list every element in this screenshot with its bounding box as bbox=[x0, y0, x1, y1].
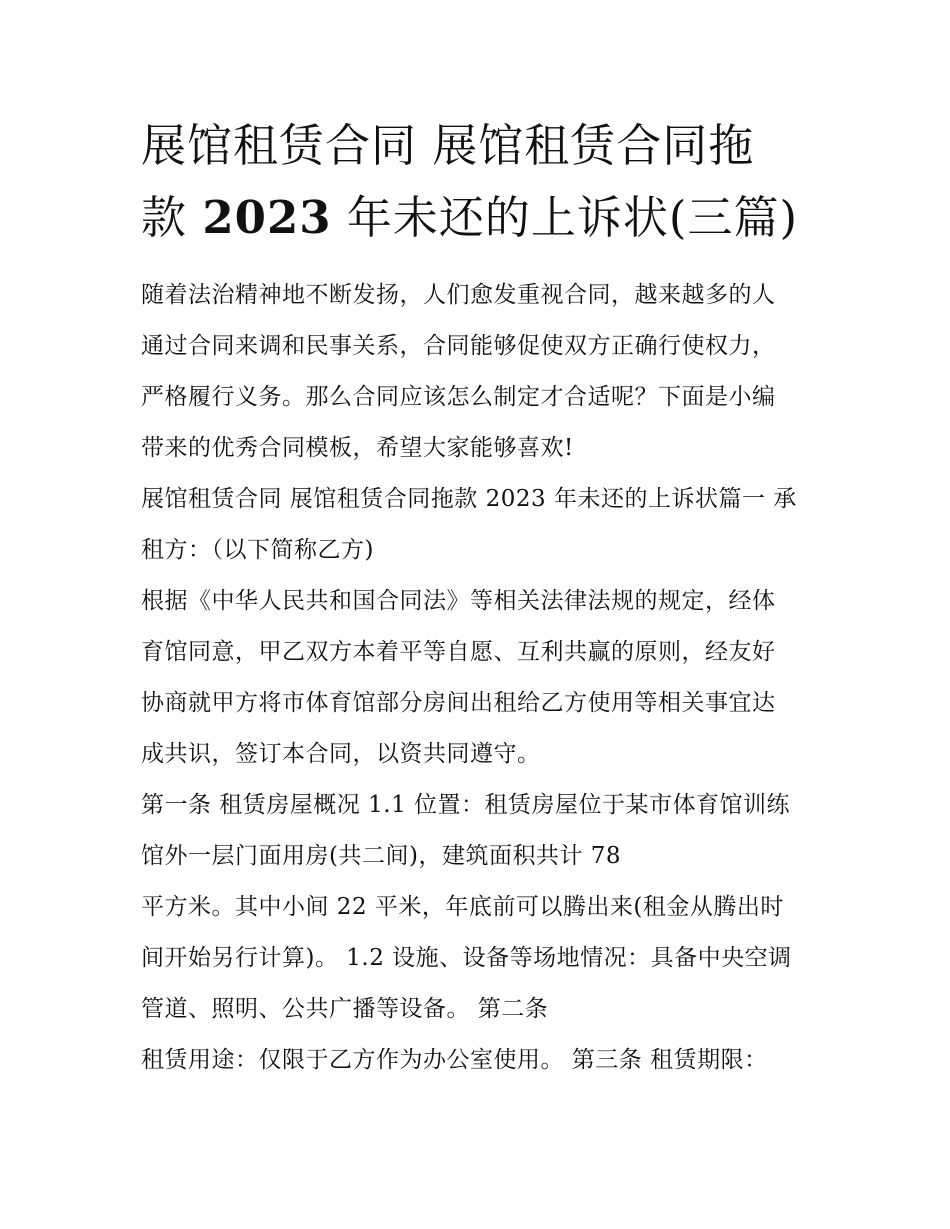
document-page bbox=[141, 110, 813, 1086]
paragraph-article-1-cont bbox=[141, 882, 813, 1035]
paragraph-preamble bbox=[141, 576, 813, 780]
text-line: 随着法治精神地不断发扬，人们愈发重视合同，越来越多的人 bbox=[141, 282, 776, 308]
text-line: 间开始另行计算)。 1.2 设施、设备等场地情况：具备中央空调 bbox=[141, 945, 792, 971]
title-word: 款 bbox=[141, 191, 188, 244]
paragraph-article-1 bbox=[141, 780, 813, 882]
text-line: 根据《中华人民共和国合同法》等相关法律法规的规定，经体 bbox=[141, 588, 776, 614]
title-line-2 bbox=[141, 182, 813, 254]
title-rest: 年未还的上诉状(三篇) bbox=[346, 191, 799, 244]
text-line: 严格履行义务。那么合同应该怎么制定才合适呢？下面是小编 bbox=[141, 384, 776, 410]
paragraph-intro bbox=[141, 270, 813, 474]
text-line: 成共识，签订本合同，以资共同遵守。 bbox=[141, 741, 541, 767]
document-title bbox=[141, 110, 813, 254]
text-line: 馆外一层门面用房(共二间)，建筑面积共计 78 bbox=[141, 843, 622, 869]
text-line: 第一条 租赁房屋概况 1.1 位置：租赁房屋位于某市体育馆训练 bbox=[141, 792, 791, 818]
text-line: 通过合同来调和民事关系，合同能够促使双方正确行使权力， bbox=[141, 333, 776, 359]
text-line: 展馆租赁合同 展馆租赁合同拖款 2023 年未还的上诉状篇一 承 bbox=[141, 486, 797, 512]
text-line: 平方米。其中小间 22 平米，年底前可以腾出来(租金从腾出时 bbox=[141, 894, 784, 920]
title-year: 2023 bbox=[202, 191, 332, 244]
text-line: 带来的优秀合同模板，希望大家能够喜欢! bbox=[141, 435, 574, 461]
text-line: 租赁用途：仅限于乙方作为办公室使用。 第三条 租赁期限： bbox=[141, 1047, 768, 1073]
paragraph-article-2 bbox=[141, 1035, 813, 1086]
text-line: 育馆同意，甲乙双方本着平等自愿、互利共赢的原则，经友好 bbox=[141, 639, 776, 665]
paragraph-heading-part1 bbox=[141, 474, 813, 576]
document-body bbox=[141, 270, 813, 1086]
text-line: 租方：（以下简称乙方) bbox=[141, 537, 374, 563]
text-line: 管道、照明、公共广播等设备。 第二条 bbox=[141, 996, 549, 1022]
title-line-1: 展馆租赁合同 展馆租赁合同拖 bbox=[141, 119, 755, 172]
text-line: 协商就甲方将市体育馆部分房间出租给乙方使用等相关事宜达 bbox=[141, 690, 776, 716]
